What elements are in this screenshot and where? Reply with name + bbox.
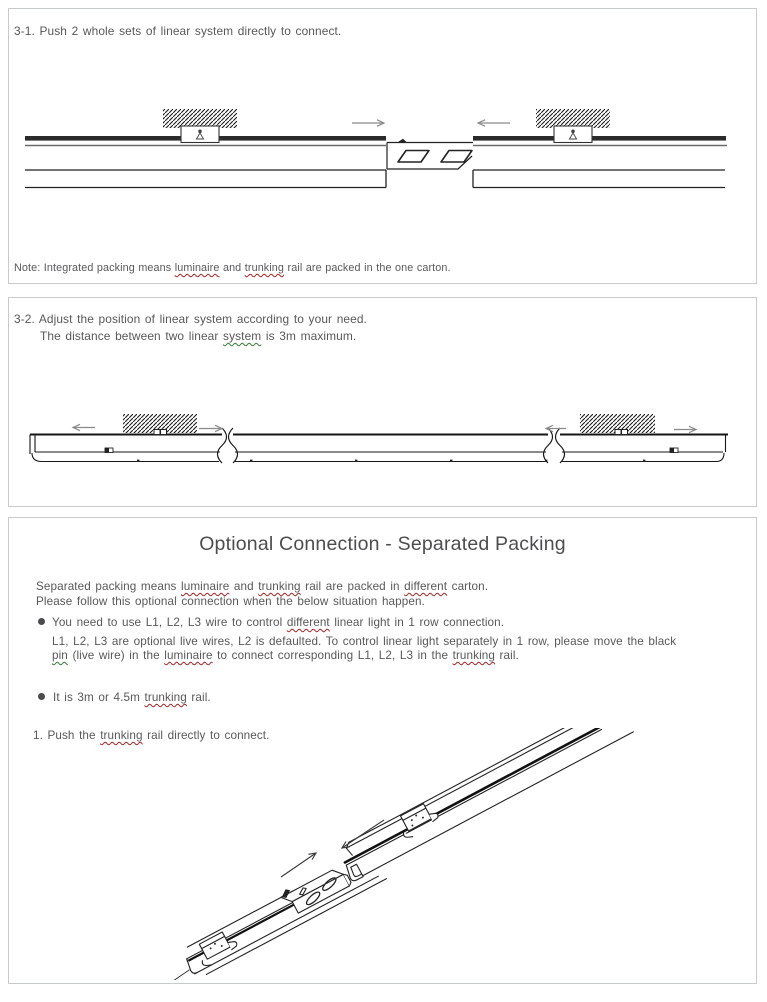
bullet1-line1: You need to use L1, L2, L3 wire to control different linear light in 1 row connection. (52, 616, 505, 629)
bullet2-line: It is 3m or 4.5m trunking rail. (53, 691, 211, 704)
end-connector (279, 861, 353, 917)
ceiling-hatch-right (536, 109, 610, 128)
arrow-up-right-icon (281, 853, 316, 877)
bullet1-line2: L1, L2, L3 are optional live wires, L2 is defaulted. To control linear light separately in 1 row, please move the black (52, 635, 677, 648)
latch-left (105, 448, 113, 453)
suspension-bracket-right (554, 126, 592, 143)
optional-connection-box (8, 517, 757, 984)
rail-clip (395, 800, 441, 840)
sliding-clip-left (154, 430, 167, 435)
break-mark-right (544, 428, 565, 463)
section-3-2-heading: 3-2. Adjust the position of linear system according to your need. (14, 312, 367, 326)
break-mark-left (218, 428, 238, 463)
optional-connection-title: Optional Connection - Separated Packing (199, 533, 566, 555)
diagram-adjust-position (9, 298, 756, 504)
separated-packing-line2: Please follow this optional connection when the below situation happen. (36, 595, 425, 608)
trunking-rail-upper (335, 728, 634, 882)
sliding-clip-right (615, 430, 628, 435)
ceiling-hatch-left (163, 109, 237, 128)
section-3-1-heading: 3-1. Push 2 whole sets of linear system directly to connect. (14, 24, 342, 38)
rail-right (473, 136, 727, 188)
separated-packing-line1: Separated packing means luminaire and trunking rail are packed in different carton. (36, 580, 489, 593)
step1-line: 1. Push the trunking rail directly to connect. (33, 729, 270, 742)
bullet-icon (38, 618, 45, 625)
section-3-1-box (8, 8, 757, 284)
rail-left (25, 136, 386, 188)
diagram-push-trunking-rail (169, 728, 649, 980)
section-3-2-box (8, 297, 757, 507)
diagram-connect-two-sets (9, 9, 756, 281)
bullet1-line3: pin (live wire) in the luminaire to connect corresponding L1, L2, L3 in the trunking rail. (52, 649, 519, 662)
latch-right (670, 448, 678, 453)
packing-note: Note: Integrated packing means luminaire and trunking rail are packed in the one carton. (14, 262, 451, 274)
rail-connector (387, 139, 473, 169)
bullet-icon (38, 693, 45, 700)
section-3-2-subheading: The distance between two linear system is 3m maximum. (40, 329, 357, 343)
suspension-bracket-left (181, 126, 219, 143)
